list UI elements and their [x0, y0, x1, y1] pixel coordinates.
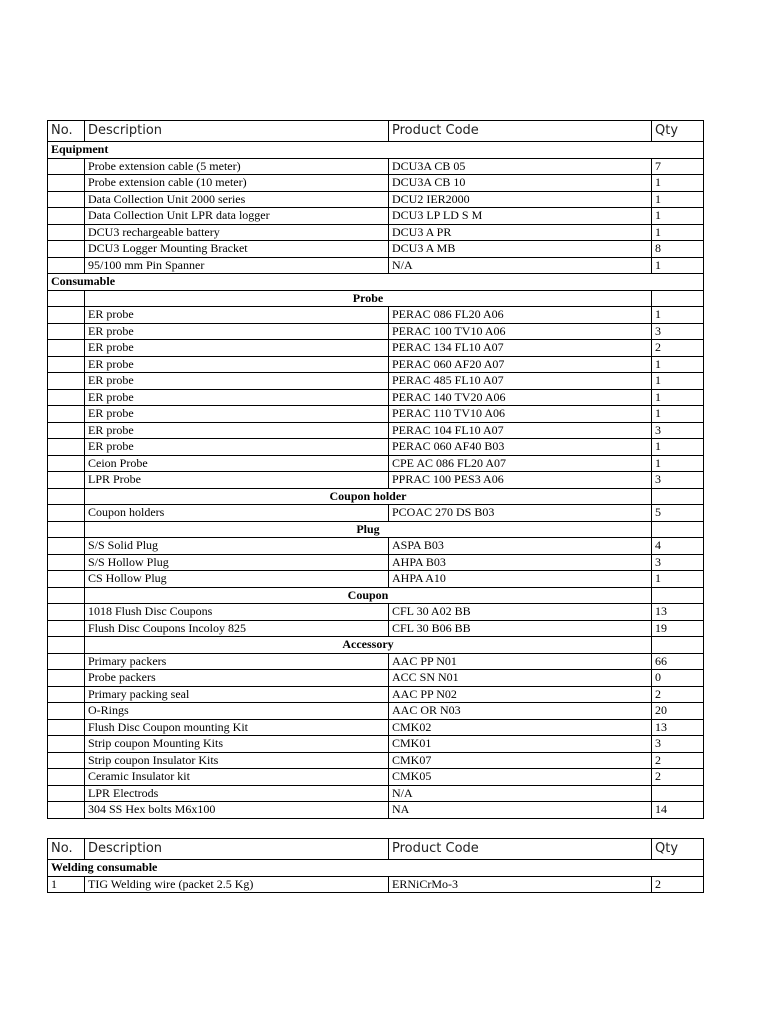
cell-desc: 95/100 mm Pin Spanner — [85, 257, 389, 274]
cell-qty: 1 — [652, 373, 704, 390]
cell-qty: 1 — [652, 455, 704, 472]
cell-no — [48, 323, 85, 340]
cell-no — [48, 307, 85, 324]
cell-qty: 3 — [652, 472, 704, 489]
cell-code: ACC SN N01 — [389, 670, 652, 687]
cell-code: AHPA A10 — [389, 571, 652, 588]
cell-qty: 0 — [652, 670, 704, 687]
empty-cell — [48, 521, 85, 538]
cell-desc: ER probe — [85, 439, 389, 456]
cell-code: PERAC 060 AF40 B03 — [389, 439, 652, 456]
cell-desc: DCU3 Logger Mounting Bracket — [85, 241, 389, 258]
cell-code: NA — [389, 802, 652, 819]
subsection-row — [48, 637, 704, 654]
subsection-title: Accessory — [85, 637, 652, 654]
table-body — [48, 860, 704, 893]
cell-no — [48, 752, 85, 769]
cell-desc: S/S Solid Plug — [85, 538, 389, 555]
section-title: Consumable — [48, 274, 704, 291]
cell-qty: 20 — [652, 703, 704, 720]
cell-no — [48, 802, 85, 819]
cell-code: PERAC 060 AF20 A07 — [389, 356, 652, 373]
cell-qty: 14 — [652, 802, 704, 819]
cell-desc: O-Rings — [85, 703, 389, 720]
cell-code: CMK02 — [389, 719, 652, 736]
cell-qty: 1 — [652, 208, 704, 225]
header-no: No. — [48, 839, 85, 860]
cell-code: CMK01 — [389, 736, 652, 753]
cell-code: DCU2 IER2000 — [389, 191, 652, 208]
cell-code: CFL 30 A02 BB — [389, 604, 652, 621]
table-row — [48, 785, 704, 802]
cell-desc: 304 SS Hex bolts M6x100 — [85, 802, 389, 819]
table-row — [48, 703, 704, 720]
cell-code: PERAC 134 FL10 A07 — [389, 340, 652, 357]
cell-no — [48, 703, 85, 720]
table-row — [48, 876, 704, 893]
table-row — [48, 752, 704, 769]
subsection-title: Coupon — [85, 587, 652, 604]
table-row — [48, 422, 704, 439]
cell-qty: 1 — [652, 406, 704, 423]
cell-code: PERAC 110 TV10 A06 — [389, 406, 652, 423]
cell-no — [48, 670, 85, 687]
cell-code: AAC PP N01 — [389, 653, 652, 670]
empty-cell — [652, 488, 704, 505]
cell-qty: 13 — [652, 719, 704, 736]
cell-desc: LPR Electrods — [85, 785, 389, 802]
cell-no — [48, 472, 85, 489]
cell-qty: 8 — [652, 241, 704, 258]
subsection-row — [48, 521, 704, 538]
table-row — [48, 257, 704, 274]
cell-qty: 1 — [652, 439, 704, 456]
cell-qty: 7 — [652, 158, 704, 175]
cell-code: PERAC 104 FL10 A07 — [389, 422, 652, 439]
cell-no — [48, 620, 85, 637]
cell-code: PERAC 100 TV10 A06 — [389, 323, 652, 340]
empty-cell — [48, 488, 85, 505]
empty-cell — [652, 637, 704, 654]
section-row — [48, 274, 704, 291]
cell-no — [48, 439, 85, 456]
cell-code: PERAC 485 FL10 A07 — [389, 373, 652, 390]
cell-no — [48, 373, 85, 390]
cell-desc: Data Collection Unit LPR data logger — [85, 208, 389, 225]
cell-qty: 2 — [652, 876, 704, 893]
cell-code: DCU3A CB 10 — [389, 175, 652, 192]
table-row — [48, 158, 704, 175]
cell-qty: 1 — [652, 307, 704, 324]
table-row — [48, 224, 704, 241]
cell-no — [48, 653, 85, 670]
cell-code: AAC PP N02 — [389, 686, 652, 703]
table-row — [48, 373, 704, 390]
empty-cell — [48, 290, 85, 307]
cell-code: CFL 30 B06 BB — [389, 620, 652, 637]
cell-qty: 2 — [652, 752, 704, 769]
cell-no — [48, 736, 85, 753]
cell-no — [48, 241, 85, 258]
cell-code: PERAC 086 FL20 A06 — [389, 307, 652, 324]
table-row — [48, 620, 704, 637]
cell-qty: 66 — [652, 653, 704, 670]
cell-desc: Probe packers — [85, 670, 389, 687]
cell-desc: Primary packing seal — [85, 686, 389, 703]
table-row — [48, 736, 704, 753]
cell-code: CMK07 — [389, 752, 652, 769]
table-row — [48, 191, 704, 208]
cell-qty: 2 — [652, 340, 704, 357]
cell-qty: 2 — [652, 769, 704, 786]
cell-no — [48, 175, 85, 192]
empty-cell — [48, 587, 85, 604]
cell-qty: 5 — [652, 505, 704, 522]
cell-desc: S/S Hollow Plug — [85, 554, 389, 571]
cell-desc: Primary packers — [85, 653, 389, 670]
cell-desc: Ceramic Insulator kit — [85, 769, 389, 786]
cell-no — [48, 604, 85, 621]
cell-desc: ER probe — [85, 389, 389, 406]
cell-desc: ER probe — [85, 422, 389, 439]
header-qty: Qty — [652, 839, 704, 860]
cell-desc: Probe extension cable (5 meter) — [85, 158, 389, 175]
cell-no — [48, 719, 85, 736]
cell-desc: Flush Disc Coupon mounting Kit — [85, 719, 389, 736]
subsection-row — [48, 488, 704, 505]
cell-qty: 1 — [652, 571, 704, 588]
cell-no — [48, 422, 85, 439]
cell-no — [48, 686, 85, 703]
empty-cell — [652, 290, 704, 307]
cell-no — [48, 554, 85, 571]
cell-code: ASPA B03 — [389, 538, 652, 555]
table-row — [48, 307, 704, 324]
table-row — [48, 175, 704, 192]
cell-qty: 1 — [652, 175, 704, 192]
table-row — [48, 653, 704, 670]
cell-no — [48, 340, 85, 357]
cell-no: 1 — [48, 876, 85, 893]
header-product-code: Product Code — [389, 121, 652, 142]
cell-no — [48, 505, 85, 522]
table-row — [48, 455, 704, 472]
cell-code: DCU3 LP LD S M — [389, 208, 652, 225]
subsection-title: Coupon holder — [85, 488, 652, 505]
cell-desc: 1018 Flush Disc Coupons — [85, 604, 389, 621]
section-title: Welding consumable — [48, 860, 704, 877]
cell-code: PERAC 140 TV20 A06 — [389, 389, 652, 406]
cell-desc: Probe extension cable (10 meter) — [85, 175, 389, 192]
cell-desc: ER probe — [85, 307, 389, 324]
cell-no — [48, 389, 85, 406]
cell-desc: ER probe — [85, 406, 389, 423]
cell-code: PCOAC 270 DS B03 — [389, 505, 652, 522]
table-row — [48, 323, 704, 340]
cell-no — [48, 208, 85, 225]
cell-qty: 1 — [652, 356, 704, 373]
cell-desc: ER probe — [85, 356, 389, 373]
cell-code: DCU3 A MB — [389, 241, 652, 258]
empty-cell — [652, 587, 704, 604]
cell-code: ERNiCrMo-3 — [389, 876, 652, 893]
header-description: Description — [85, 121, 389, 142]
cell-desc: DCU3 rechargeable battery — [85, 224, 389, 241]
cell-no — [48, 769, 85, 786]
header-product-code: Product Code — [389, 839, 652, 860]
table-row — [48, 406, 704, 423]
table-header-row — [48, 121, 704, 142]
table-row — [48, 554, 704, 571]
cell-no — [48, 158, 85, 175]
table-row — [48, 538, 704, 555]
cell-qty: 3 — [652, 422, 704, 439]
cell-desc: TIG Welding wire (packet 2.5 Kg) — [85, 876, 389, 893]
cell-qty: 1 — [652, 389, 704, 406]
equipment-consumables-table — [47, 120, 704, 819]
table-row — [48, 719, 704, 736]
cell-no — [48, 356, 85, 373]
table-row — [48, 439, 704, 456]
cell-code: AHPA B03 — [389, 554, 652, 571]
cell-qty: 3 — [652, 736, 704, 753]
table-row — [48, 670, 704, 687]
cell-no — [48, 571, 85, 588]
subsection-title: Plug — [85, 521, 652, 538]
cell-desc: Flush Disc Coupons Incoloy 825 — [85, 620, 389, 637]
cell-no — [48, 191, 85, 208]
table-row — [48, 389, 704, 406]
section-row — [48, 142, 704, 159]
cell-qty: 13 — [652, 604, 704, 621]
cell-desc: ER probe — [85, 373, 389, 390]
cell-qty: 4 — [652, 538, 704, 555]
cell-desc: Strip coupon Mounting Kits — [85, 736, 389, 753]
table-row — [48, 571, 704, 588]
table-body — [48, 142, 704, 819]
cell-code: N/A — [389, 785, 652, 802]
cell-no — [48, 257, 85, 274]
cell-code: N/A — [389, 257, 652, 274]
cell-no — [48, 224, 85, 241]
cell-qty: 3 — [652, 554, 704, 571]
table-row — [48, 686, 704, 703]
table-row — [48, 208, 704, 225]
cell-qty: 1 — [652, 224, 704, 241]
table-row — [48, 505, 704, 522]
cell-code: CPE AC 086 FL20 A07 — [389, 455, 652, 472]
table-header-row — [48, 839, 704, 860]
cell-qty: 1 — [652, 257, 704, 274]
table-row — [48, 769, 704, 786]
cell-code: CMK05 — [389, 769, 652, 786]
cell-qty: 2 — [652, 686, 704, 703]
cell-desc: Data Collection Unit 2000 series — [85, 191, 389, 208]
cell-qty: 3 — [652, 323, 704, 340]
section-row — [48, 860, 704, 877]
table-row — [48, 604, 704, 621]
cell-qty: 19 — [652, 620, 704, 637]
cell-no — [48, 406, 85, 423]
section-title: Equipment — [48, 142, 704, 159]
cell-no — [48, 785, 85, 802]
cell-desc: ER probe — [85, 340, 389, 357]
cell-code: DCU3 A PR — [389, 224, 652, 241]
empty-cell — [652, 521, 704, 538]
table-row — [48, 472, 704, 489]
cell-no — [48, 538, 85, 555]
empty-cell — [48, 637, 85, 654]
cell-qty: 1 — [652, 191, 704, 208]
subsection-row — [48, 587, 704, 604]
cell-qty — [652, 785, 704, 802]
subsection-row — [48, 290, 704, 307]
cell-desc: Strip coupon Insulator Kits — [85, 752, 389, 769]
header-qty: Qty — [652, 121, 704, 142]
welding-consumables-table — [47, 838, 704, 893]
cell-code: DCU3A CB 05 — [389, 158, 652, 175]
cell-desc: Ceion Probe — [85, 455, 389, 472]
cell-desc: CS Hollow Plug — [85, 571, 389, 588]
cell-no — [48, 455, 85, 472]
table-row — [48, 241, 704, 258]
header-description: Description — [85, 839, 389, 860]
table-row — [48, 356, 704, 373]
cell-code: AAC OR N03 — [389, 703, 652, 720]
table-row — [48, 802, 704, 819]
cell-code: PPRAC 100 PES3 A06 — [389, 472, 652, 489]
cell-desc: ER probe — [85, 323, 389, 340]
table-row — [48, 340, 704, 357]
header-no: No. — [48, 121, 85, 142]
cell-desc: Coupon holders — [85, 505, 389, 522]
subsection-title: Probe — [85, 290, 652, 307]
cell-desc: LPR Probe — [85, 472, 389, 489]
